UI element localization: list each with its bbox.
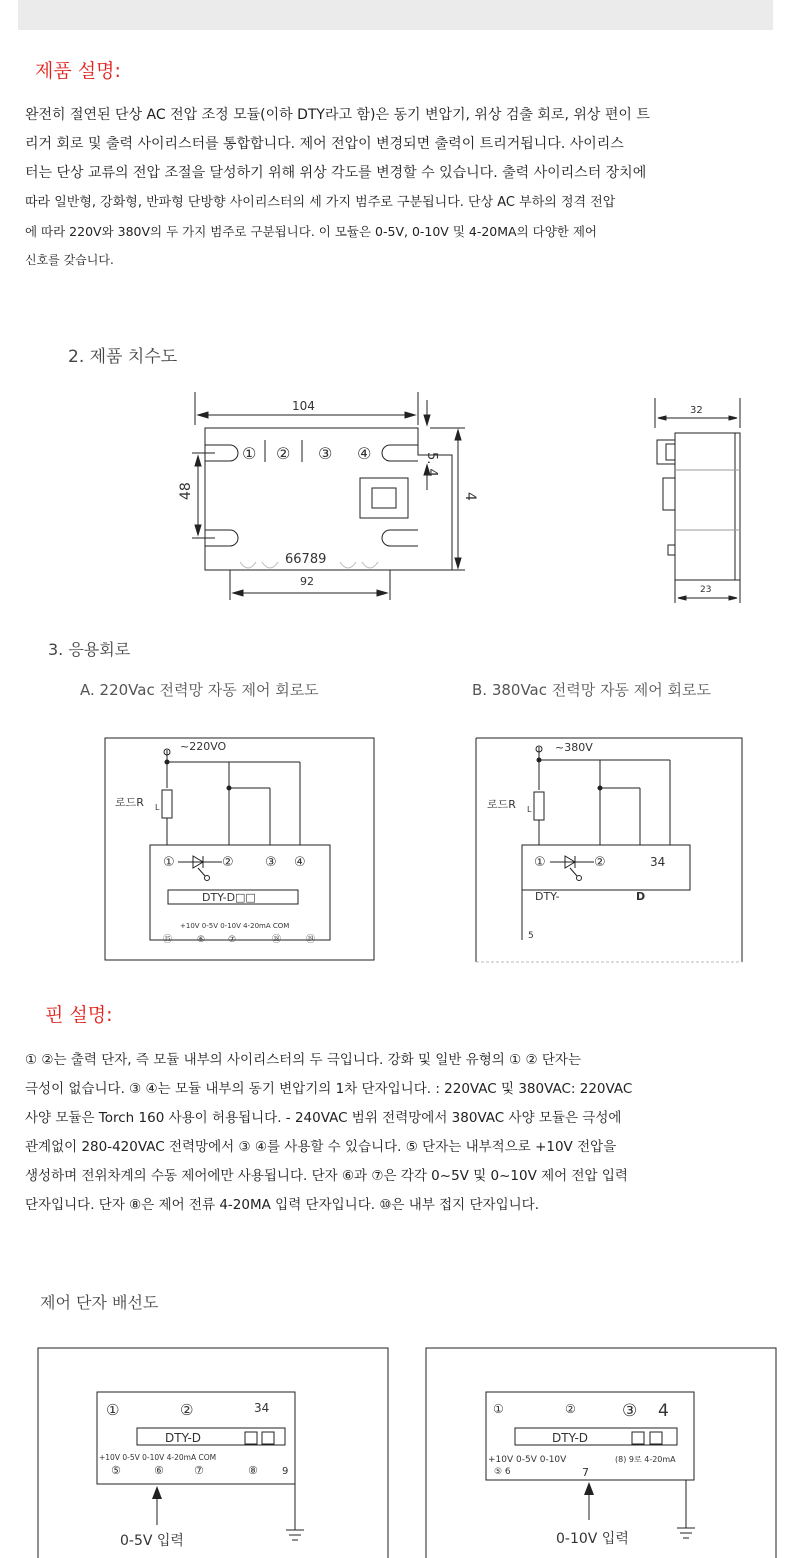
wiring-b-labels: +10V 0-5V 0-10V (488, 1455, 567, 1465)
circuit-a-pin: ⑦ (228, 935, 237, 945)
wiring-b-labels-right: (8) 9로 4-20mA (615, 1455, 676, 1464)
intro-line: 신호를 갖습니다. (25, 253, 114, 267)
intro-line: 따라 일반형, 강화형, 반파형 단방향 사이리스터의 세 가지 범주로 구분됩니다. 단상 AC 부하의 정격 전압 (25, 195, 616, 210)
circuit-a-t1: ① (163, 855, 175, 870)
circuit-a-t3: ③ (265, 855, 277, 870)
terminal-1: ① (242, 444, 257, 463)
circuit-b-t2: ② (594, 855, 606, 870)
intro-line: 에 따라 220V와 380V의 두 가지 범주로 구분됩니다. 이 모듈은 0-5V, 0-10V 및 4-20MA의 다양한 제어 (25, 224, 597, 239)
circuit-a-title: A. 220Vac 전력망 자동 제어 회로도 (80, 681, 319, 699)
terminal-4: ④ (357, 444, 372, 463)
dimension-drawing-side (655, 398, 740, 603)
circuit-b-t34: 34 (650, 855, 666, 869)
circuit-a-t2: ② (222, 855, 234, 870)
wiring-a-t34: 34 (254, 1401, 270, 1415)
intro-line: 완전히 절연된 단상 AC 전압 조정 모듈(이하 DTY라고 함)은 동기 변압기, 위상 검출 회로, 위상 편이 트 (25, 107, 650, 123)
wiring-b-input: 0-10V 입력 (556, 1531, 629, 1547)
pin-line: 관계없이 280-420VAC 전력망에서 ③ ④를 사용할 수 있습니다. ⑤ 단자는 내부적으로 +10V 전압을 (25, 1139, 617, 1155)
intro-line: 리거 회로 및 출력 사이리스터를 통합합니다. 제어 전압이 변경되면 출력이 트리거됩니다. 사이리스 (25, 136, 624, 152)
wiring-b-t4: 4 (658, 1401, 669, 1421)
circuit-a-pin: ⑱ (272, 935, 282, 945)
wiring-b-model: DTY-D (552, 1431, 589, 1445)
circuit-b-model-right: D (636, 890, 646, 903)
section-title-product-description: 제품 설명: (35, 60, 121, 82)
pin-line: 사양 모듈은 Torch 160 사용이 허용됩니다. - 240VAC 범위 전력망에서 380VAC 사양 모듈은 극성에 (25, 1110, 622, 1126)
circuit-b-supply: ~380V (555, 741, 593, 754)
heading-dimensions: 2. 제품 치수도 (68, 347, 178, 367)
terminal-2: ② (276, 444, 291, 463)
dimension-drawing-front (192, 392, 465, 600)
circuit-b-title: B. 380Vac 전력망 자동 제어 회로도 (472, 681, 711, 699)
side-depth-23: 23 (700, 585, 712, 595)
wiring-a-labels: +10V 0-5V 0-10V 4-20mA COM (99, 1453, 217, 1462)
heading-wiring: 제어 단자 배선도 (40, 1293, 159, 1312)
wiring-a-pin: ⑤ (111, 1464, 121, 1477)
wiring-b-t2: ② (565, 1402, 576, 1416)
wiring-b-pin7: 7 (582, 1466, 589, 1479)
wiring-a-input: 0-5V 입력 (120, 1533, 184, 1549)
pin-line: 극성이 없습니다. ③ ④는 모듈 내부의 동기 변압기의 1차 단자입니다. : 220VAC 및 380VAC: 220VAC (25, 1081, 633, 1097)
wiring-b-t1: ① (493, 1402, 504, 1416)
section-title-pin-description: 핀 설명: (45, 1004, 113, 1026)
wiring-b-diagram (426, 1348, 776, 1558)
wiring-a-pin: ⑥ (154, 1464, 164, 1477)
wiring-a-pin: ⑧ (248, 1464, 258, 1477)
terminal-3: ③ (318, 444, 333, 463)
wiring-a-t2: ② (180, 1401, 194, 1419)
circuit-b-diagram (476, 738, 742, 962)
circuit-b-model-left: DTY- (535, 890, 560, 903)
circuit-a-t4: ④ (294, 855, 306, 870)
circuit-a-bottom-labels: +10V 0-5V 0-10V 4-20mA COM (180, 922, 290, 930)
circuit-a-pin: ⑲ (306, 935, 316, 945)
wiring-b-t3: ③ (622, 1401, 638, 1421)
circuit-a-pin: ⑮ (163, 935, 173, 945)
wiring-b-pins-left: ⑤ 6 (494, 1467, 511, 1477)
pin-line: 생성하며 전위차계의 수동 제어에만 사용됩니다. 단자 ⑥과 ⑦은 각각 0~5V 및 0~10V 제어 전압 입력 (25, 1168, 628, 1184)
pin-line: 단자입니다. 단자 ⑧은 제어 전류 4-20MA 입력 단자입니다. ⑩은 내부 접지 단자입니다. (25, 1197, 539, 1213)
intro-line: 터는 단상 교류의 전압 조절을 달성하기 위해 위상 각도를 변경할 수 있습니다. 출력 사이리스터 장치에 (25, 165, 647, 181)
heading-application: 3. 응용회로 (48, 640, 131, 659)
model-number: 66789 (285, 552, 327, 567)
wiring-a-t1: ① (106, 1401, 120, 1419)
circuit-b-load: 로드R (487, 798, 516, 811)
circuit-a-load-sub: L (155, 803, 160, 812)
pin-description-paragraph (25, 1046, 765, 1220)
side-width-32: 32 (690, 405, 703, 416)
circuit-a-supply: ~220VO (180, 740, 227, 753)
dim-width-104: 104 (292, 399, 315, 413)
dim-92: 92 (300, 575, 314, 588)
circuit-b-t1: ① (534, 855, 546, 870)
dim-height-48: 48 (178, 482, 194, 500)
wiring-a-pin: ⑦ (194, 1464, 204, 1477)
wiring-a-model: DTY-D (165, 1431, 202, 1445)
circuit-a-model: DTY-D□□ (202, 891, 256, 904)
dim-5-4: 5. 4 (424, 452, 439, 477)
dim-height-4: 4 (462, 492, 478, 501)
circuit-b-load-sub: L (527, 805, 532, 814)
circuit-b-pin5: 5 (528, 931, 534, 941)
wiring-a-pin: 9 (282, 1466, 289, 1477)
circuit-a-pin: ⑥ (197, 935, 206, 945)
pin-line: ① ②는 출력 단자, 즉 모듈 내부의 사이리스터의 두 극입니다. 강화 및 일반 유형의 ① ② 단자는 (25, 1052, 582, 1068)
circuit-a-load: 로드R (115, 796, 144, 809)
